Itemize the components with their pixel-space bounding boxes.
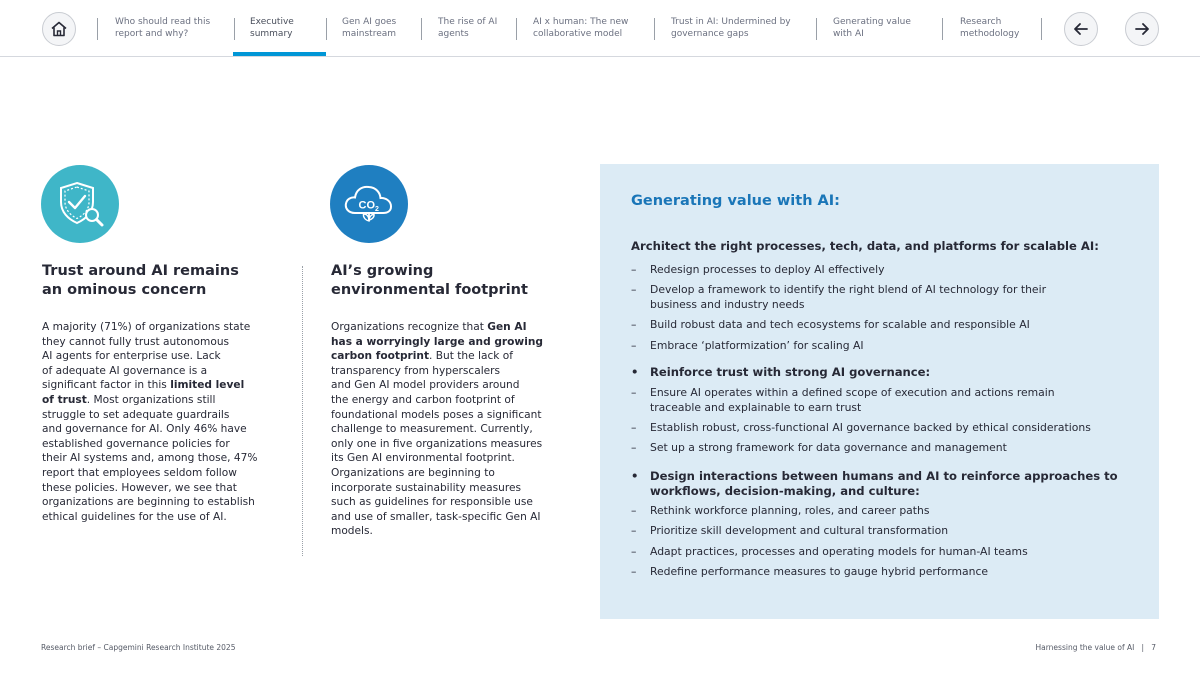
footer-page-info [1035,643,1156,652]
top-navigation [0,0,1200,57]
shield-check-icon [51,175,109,233]
body-line [42,393,257,408]
middle-column-title [331,262,528,300]
dash-marker: – [631,421,637,434]
body-text: established governance policies for [42,437,230,450]
tab-label-line2: collaborative model [533,29,623,39]
home-button[interactable] [42,12,76,46]
footer-report-title: Harnessing the value of AI [1035,643,1135,652]
nav-separator [816,18,817,40]
list-item: Embrace ‘platformization’ for scaling AI [650,339,864,352]
arrow-left-icon [1072,20,1090,38]
list-item: Set up a strong framework for data governance and management [650,441,1007,454]
body-text: A majority (71%) of organizations state [42,321,251,333]
tab-label-line1: Research [960,17,1002,27]
title-line: an ominous concern [42,282,207,298]
list-item: Develop a framework to identify the right blend of AI technology for their business and industry needs [650,283,1047,311]
tab-executive-summary[interactable] [250,16,294,40]
body-text: . Most organizations still [86,393,216,406]
tab-label-line1: AI x human: The new [533,17,629,27]
bullet-marker: • [631,365,639,379]
body-line [42,510,257,525]
body-text: only one in five organizations measures [331,437,543,450]
tab-label-line2: agents [438,29,469,39]
left-column-title [42,262,239,300]
emphasis-text: has a worryingly large and growing [331,335,543,348]
section-heading [650,469,1118,499]
dash-marker: – [631,318,637,331]
body-line [331,422,543,437]
nav-separator [421,18,422,40]
body-line [331,393,543,408]
footer-separator: | [1136,643,1149,652]
tab-label-line2: methodology [960,29,1020,39]
bullet-marker: • [631,469,639,483]
list-item: Adapt practices, processes and operating models for human-AI teams [650,545,1028,558]
next-page-button[interactable] [1125,12,1159,46]
nav-separator [234,18,235,40]
list-item: Establish robust, cross-functional AI governance backed by ethical considerations [650,421,1091,434]
body-line [42,378,257,393]
body-line [42,437,257,452]
tab-generating-value[interactable] [833,16,911,40]
body-text: they cannot fully trust autonomous [42,335,230,348]
panel-title: Generating value with AI: [631,193,840,209]
dash-marker: – [631,386,637,399]
body-text: and Gen AI model providers around [331,379,520,392]
emphasis-text: carbon footprint [331,350,430,363]
body-line [331,378,543,393]
body-text: AI agents for enterprise use. Lack [42,350,221,363]
tab-label-line1: Who should read this [115,17,211,27]
body-text: organizations are beginning to establish [42,496,255,509]
body-line [42,495,257,510]
body-line [42,408,257,423]
body-text: transparency from hyperscalers [331,364,501,377]
heading-line: workflows, decision-making, and culture: [650,484,920,498]
body-line [331,349,543,364]
body-text: ethical guidelines for the use of AI. [42,510,227,523]
body-line [331,335,543,350]
body-line [42,422,257,437]
home-icon [49,19,69,39]
tab-label-line2: report and why? [115,29,189,39]
dash-marker: – [631,283,637,296]
middle-column-body [331,320,543,539]
body-text: and governance for AI. Only 46% have [42,423,247,436]
page-number: 7 [1151,643,1156,652]
tab-ai-x-human[interactable] [533,16,628,40]
body-text: their AI systems and, among those, 47% [42,452,258,465]
body-line [331,481,543,496]
generating-value-panel [600,164,1159,619]
body-line [331,451,543,466]
nav-separator [654,18,655,40]
dash-marker: – [631,263,637,276]
emphasis-text: limited level [170,379,245,392]
tab-label-line2: summary [250,29,293,39]
body-text: . But the lack of [429,350,513,363]
body-line [42,451,257,466]
nav-separator [326,18,327,40]
body-line [42,320,257,335]
body-line [331,320,543,335]
body-text: these policies. However, we see that [42,481,237,494]
tab-label-line1: Generating value [833,17,911,27]
body-text: of adequate AI governance is a [42,364,208,377]
shield-check-icon-badge [41,165,119,243]
dash-marker: – [631,339,637,352]
body-text: Organizations recognize that [331,321,488,333]
tab-label-line1: The rise of AI [438,17,498,27]
nav-separator [97,18,98,40]
body-text: struggle to set adequate guardrails [42,408,230,421]
emphasis-text: of trust [42,393,87,406]
dash-marker: – [631,545,637,558]
tab-gen-ai-mainstream[interactable] [342,16,396,40]
co2-cloud-icon-badge [330,165,408,243]
body-line [331,495,543,510]
dash-marker: – [631,565,637,578]
body-line [331,364,543,379]
column-divider [302,266,303,556]
body-text: the energy and carbon footprint of [331,393,515,406]
co2-cloud-icon [338,173,400,235]
tab-label-line2: with AI [833,29,864,39]
previous-page-button[interactable] [1064,12,1098,46]
body-line [331,510,543,525]
tab-research-methodology[interactable] [960,16,1019,40]
section-heading: Architect the right processes, tech, data, and platforms for scalable AI: [631,239,1099,253]
co2-label: $CO_2$ [358,199,379,213]
nav-separator [516,18,517,40]
body-text: challenge to measurement. Currently, [331,423,533,436]
body-line [331,524,543,539]
body-text: its Gen AI environmental footprint. [331,452,515,465]
title-line: environmental footprint [331,282,528,298]
left-column-body [42,320,257,524]
dash-marker: – [631,441,637,454]
dash-marker: – [631,504,637,517]
body-text: models. [331,525,373,538]
emphasis-text: Gen AI [487,321,527,333]
tab-label-line1: Gen AI goes [342,17,397,27]
body-line [331,466,543,481]
dash-marker: – [631,524,637,537]
body-text: foundational models poses a significant [331,408,542,421]
tab-label-line2: mainstream [342,29,397,39]
tab-label-line1: Executive [250,17,294,27]
heading-line: Design interactions between humans and AI to reinforce approaches to [650,469,1118,483]
list-item: Prioritize skill development and cultural transformation [650,524,949,537]
arrow-right-icon [1133,20,1151,38]
body-text: incorporate sustainability measures [331,481,522,494]
body-text: significant factor in this [42,379,171,392]
tab-label-line1: Trust in AI: Undermined by [671,17,791,27]
body-line [42,364,257,379]
section-heading: Reinforce trust with strong AI governance: [650,365,931,379]
body-line [42,466,257,481]
active-tab-indicator [233,52,326,56]
body-line [42,335,257,350]
body-line [331,437,543,452]
body-line [42,481,257,496]
list-item: Redesign processes to deploy AI effectively [650,263,885,276]
list-item: Ensure AI operates within a defined scope of execution and actions remain traceable and explainable to earn trust [650,386,1055,414]
title-line: AI’s growing [331,263,434,279]
body-text: and use of smaller, task-specific Gen AI [331,510,541,523]
tab-rise-of-ai-agents[interactable] [438,16,497,40]
tab-label-line2: governance gaps [671,29,749,39]
footer-source: Research brief – Capgemini Research Institute 2025 [41,643,236,652]
body-line [331,408,543,423]
body-text: Organizations are beginning to [331,466,495,479]
body-text: report that employees seldom follow [42,466,237,479]
list-item: Redefine performance measures to gauge hybrid performance [650,565,989,578]
list-item: Build robust data and tech ecosystems for scalable and responsible AI [650,318,1030,331]
body-text: such as guidelines for responsible use [331,496,533,509]
list-item: Rethink workforce planning, roles, and career paths [650,504,930,517]
title-line: Trust around AI remains [42,263,239,279]
tab-trust-in-ai[interactable] [671,16,791,40]
nav-separator [1041,18,1042,40]
body-line [42,349,257,364]
tab-who-should-read[interactable] [115,16,210,40]
nav-separator [942,18,943,40]
